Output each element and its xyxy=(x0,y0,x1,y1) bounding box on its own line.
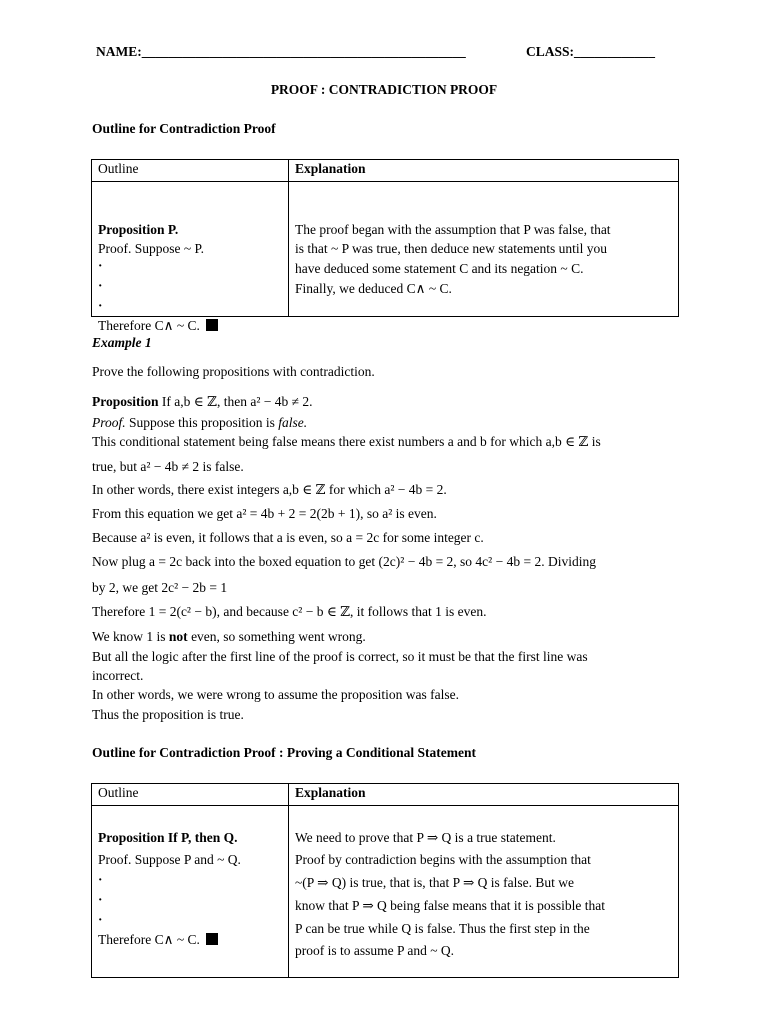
example-line-11-not: not xyxy=(168,629,188,644)
table2-explanation-line-4: know that P ⇒ Q being false means that it is possible that xyxy=(295,898,606,913)
example-heading: Example 1 xyxy=(92,335,152,350)
table1-explanation-cell xyxy=(289,182,679,317)
table2-col2-header-cell xyxy=(289,784,679,806)
table1-outline-line-2: Proof. Suppose ~ P. xyxy=(98,241,204,256)
table2-col2-header: Explanation xyxy=(295,785,366,800)
example-line-12: But all the logic after the first line of the proof is correct, so it must be that the first line was xyxy=(92,649,588,664)
section2-heading: Outline for Contradiction Proof : Proving a Conditional Statement xyxy=(92,745,476,760)
table2-explanation-cell xyxy=(289,806,679,978)
qed-square-icon xyxy=(206,933,218,945)
example-line-15: Thus the proposition is true. xyxy=(92,707,244,722)
proposition-label: Proposition xyxy=(92,394,159,409)
example-line-9: by 2, we get 2c² − 2b = 1 xyxy=(92,580,228,595)
table1-col2-header-cell xyxy=(289,160,679,182)
example-line-4: true, but a² − 4b ≠ 2 is false. xyxy=(92,459,244,474)
proof-label: Proof. xyxy=(92,415,126,430)
example-line-13: incorrect. xyxy=(92,668,144,683)
example-line-7: Because a² is even, it follows that a is even, so a = 2c for some integer c. xyxy=(92,530,484,545)
table2-outline-line-1: Proposition If P, then Q. xyxy=(98,830,238,845)
example-line-11 xyxy=(92,629,366,645)
name-field-line: NAME:________________________________________________ xyxy=(96,44,466,59)
qed-square-icon xyxy=(206,319,218,331)
table2-col1-header: Outline xyxy=(98,785,139,800)
proof-false-word: false. xyxy=(278,415,308,430)
example-line-11-a: We know 1 is xyxy=(92,629,166,644)
outline-table-2 xyxy=(91,783,679,978)
example-intro: Prove the following propositions with contradiction. xyxy=(92,364,375,379)
table1-outline-line-4: · xyxy=(98,278,103,293)
table2-outline-line-3: · xyxy=(98,872,103,887)
page-title: PROOF : CONTRADICTION PROOF xyxy=(270,82,498,97)
table1-outline-line-1: Proposition P. xyxy=(98,222,179,237)
example-line-10: Therefore 1 = 2(c² − b), and because c² − b ∈ ℤ, it follows that 1 is even. xyxy=(92,604,487,619)
table2-explanation-line-6: proof is to assume P and ~ Q. xyxy=(295,943,455,958)
table2-explanation-line-2: Proof by contradiction begins with the assumption that xyxy=(295,852,591,867)
example-line-6: From this equation we get a² = 4b + 2 = 2(2b + 1), so a² is even. xyxy=(92,506,437,521)
table1-outline-cell xyxy=(92,182,289,333)
table2-outline-line-2: Proof. Suppose P and ~ Q. xyxy=(98,852,241,867)
table1-explanation-line-2: is that ~ P was true, then deduce new statements until you xyxy=(295,241,607,256)
table1-col1-header-cell xyxy=(92,160,289,182)
table2-outline-line-5: · xyxy=(98,912,103,927)
table1-explanation-line-3: have deduced some statement C and its negation ~ C. xyxy=(295,261,584,276)
table1-outline-line-5: · xyxy=(98,298,103,313)
table1-outline-line-6: Therefore C∧ ~ C. xyxy=(98,318,200,333)
section1-heading: Outline for Contradiction Proof xyxy=(92,121,276,136)
table2-explanation-line-5: P can be true while Q is false. Thus the first step in the xyxy=(295,921,590,936)
proposition-text: If a,b ∈ ℤ, then a² − 4b ≠ 2. xyxy=(161,394,313,409)
table2-explanation-line-3: ~(P ⇒ Q) is true, that is, that P ⇒ Q is false. But we xyxy=(295,875,575,890)
proof-text: Suppose this proposition is xyxy=(129,415,275,430)
example-line-11-c: even, so something went wrong. xyxy=(191,629,366,644)
table1-explanation-line-4: Finally, we deduced C∧ ~ C. xyxy=(295,281,452,296)
outline-table-1 xyxy=(91,159,679,333)
table1-col2-header: Explanation xyxy=(295,161,366,176)
table2-outline-cell xyxy=(92,806,289,978)
table2-explanation-line-1: We need to prove that P ⇒ Q is a true statement. xyxy=(295,830,556,845)
table2-outline-line-6: Therefore C∧ ~ C. xyxy=(98,932,200,947)
table1-explanation-line-1: The proof began with the assumption that P was false, that xyxy=(295,222,611,237)
example-line-8: Now plug a = 2c back into the boxed equation to get (2c)² − 4b = 2, so 4c² − 4b = 2. Dividing xyxy=(92,554,596,569)
example-line-14: In other words, we were wrong to assume the proposition was false. xyxy=(92,687,460,702)
proof-line xyxy=(92,415,307,431)
class-field-line: CLASS:____________ xyxy=(526,44,656,59)
table1-outline-line-3: · xyxy=(98,258,103,273)
table1-col1-header: Outline xyxy=(98,161,139,176)
table2-col1-header-cell xyxy=(92,784,289,806)
table2-outline-line-4: · xyxy=(98,892,103,907)
example-line-5: In other words, there exist integers a,b ∈ ℤ for which a² − 4b = 2. xyxy=(92,482,447,497)
proposition-line xyxy=(92,394,313,410)
example-line-3: This conditional statement being false means there exist numbers a and b for which a,b ∈ ℤ is xyxy=(92,434,601,449)
